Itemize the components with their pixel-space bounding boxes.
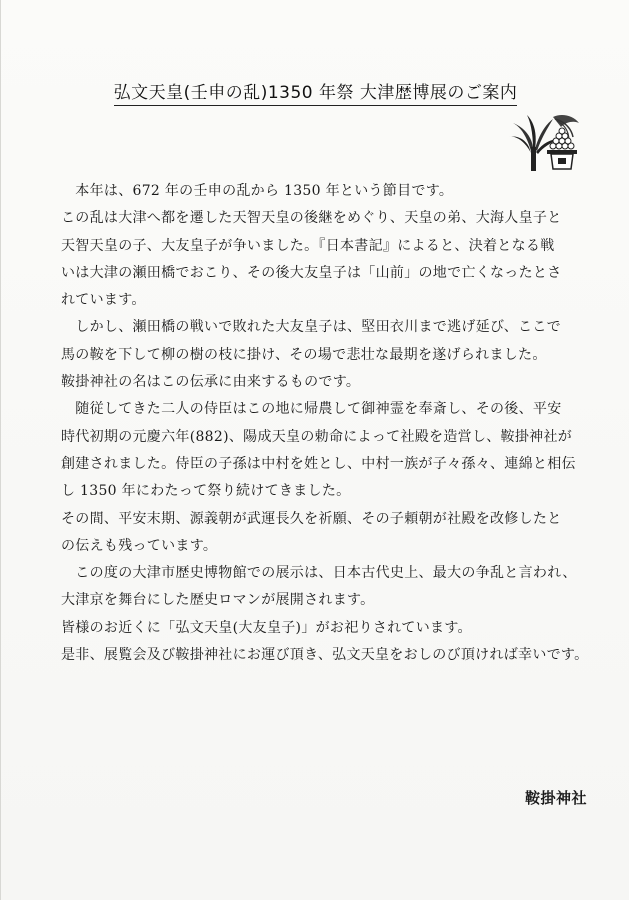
body-line: 馬の鞍を下して柳の樹の枝に掛け、その場で悲壮な最期を遂げられました。 — [61, 346, 547, 363]
shrine-emblem-icon — [509, 113, 581, 173]
body-line: その間、平安末期、源義朝が武運長久を祈願、その子頼朝が社殿を改修したと — [61, 510, 562, 527]
body-line: いは大津の瀬田橋でおこり、その後大友皇子は「山前」の地で亡くなったとさ — [61, 264, 562, 281]
body-line: 本年は、672 年の壬申の乱から 1350 年という節目です。 — [61, 183, 454, 199]
body-line: この度の大津市歴史博物館での展示は、日本古代史上、最大の争乱と言われ、 — [61, 565, 577, 582]
document-title-text: 弘文天皇(壬申の乱)1350 年祭 大津歴博展のご案内 — [114, 83, 518, 106]
body-line: 鞍掛神社の名はこの伝承に由来するものです。 — [61, 374, 361, 391]
body-line: この乱は大津へ都を遷した天智天皇の後継をめぐり、天皇の弟、大海人皇子と — [61, 210, 562, 227]
document-title — [1, 78, 629, 103]
body-line: 皆様のお近くに「弘文天皇(大友皇子)」がお祀りされています。 — [61, 619, 472, 636]
document-body — [61, 178, 601, 669]
body-line: れています。 — [61, 292, 146, 309]
body-line: 創建されました。侍臣の子孫は中村を姓とし、中村一族が子々孫々、連綿と相伝 — [61, 455, 576, 472]
signature-shrine-name: 鞍掛神社 — [524, 789, 587, 807]
body-line: 天智天皇の子、大友皇子が争いました。『日本書記』によると、決着となる戦 — [61, 237, 555, 254]
body-line: 大津京を舞台にした歴史ロマンが展開されます。 — [61, 592, 375, 609]
body-line: の伝えも残っています。 — [61, 537, 218, 554]
body-line: 随従してきた二人の侍臣はこの地に帰農して御神霊を奉斎し、その後、平安 — [61, 401, 562, 418]
body-line: しかし、瀬田橋の戦いで敗れた大友皇子は、堅田衣川まで逃げ延び、ここで — [61, 319, 561, 336]
body-line: 時代初期の元慶六年(882)、陽成天皇の勅命によって社殿を造営し、鞍掛神社が — [61, 428, 573, 445]
body-line: 是非、展覧会及び鞍掛神社にお運び頂き、弘文天皇をおしのび頂ければ幸いです。 — [61, 647, 589, 664]
body-line: し 1350 年にわたって祭り続けてきました。 — [61, 483, 351, 500]
